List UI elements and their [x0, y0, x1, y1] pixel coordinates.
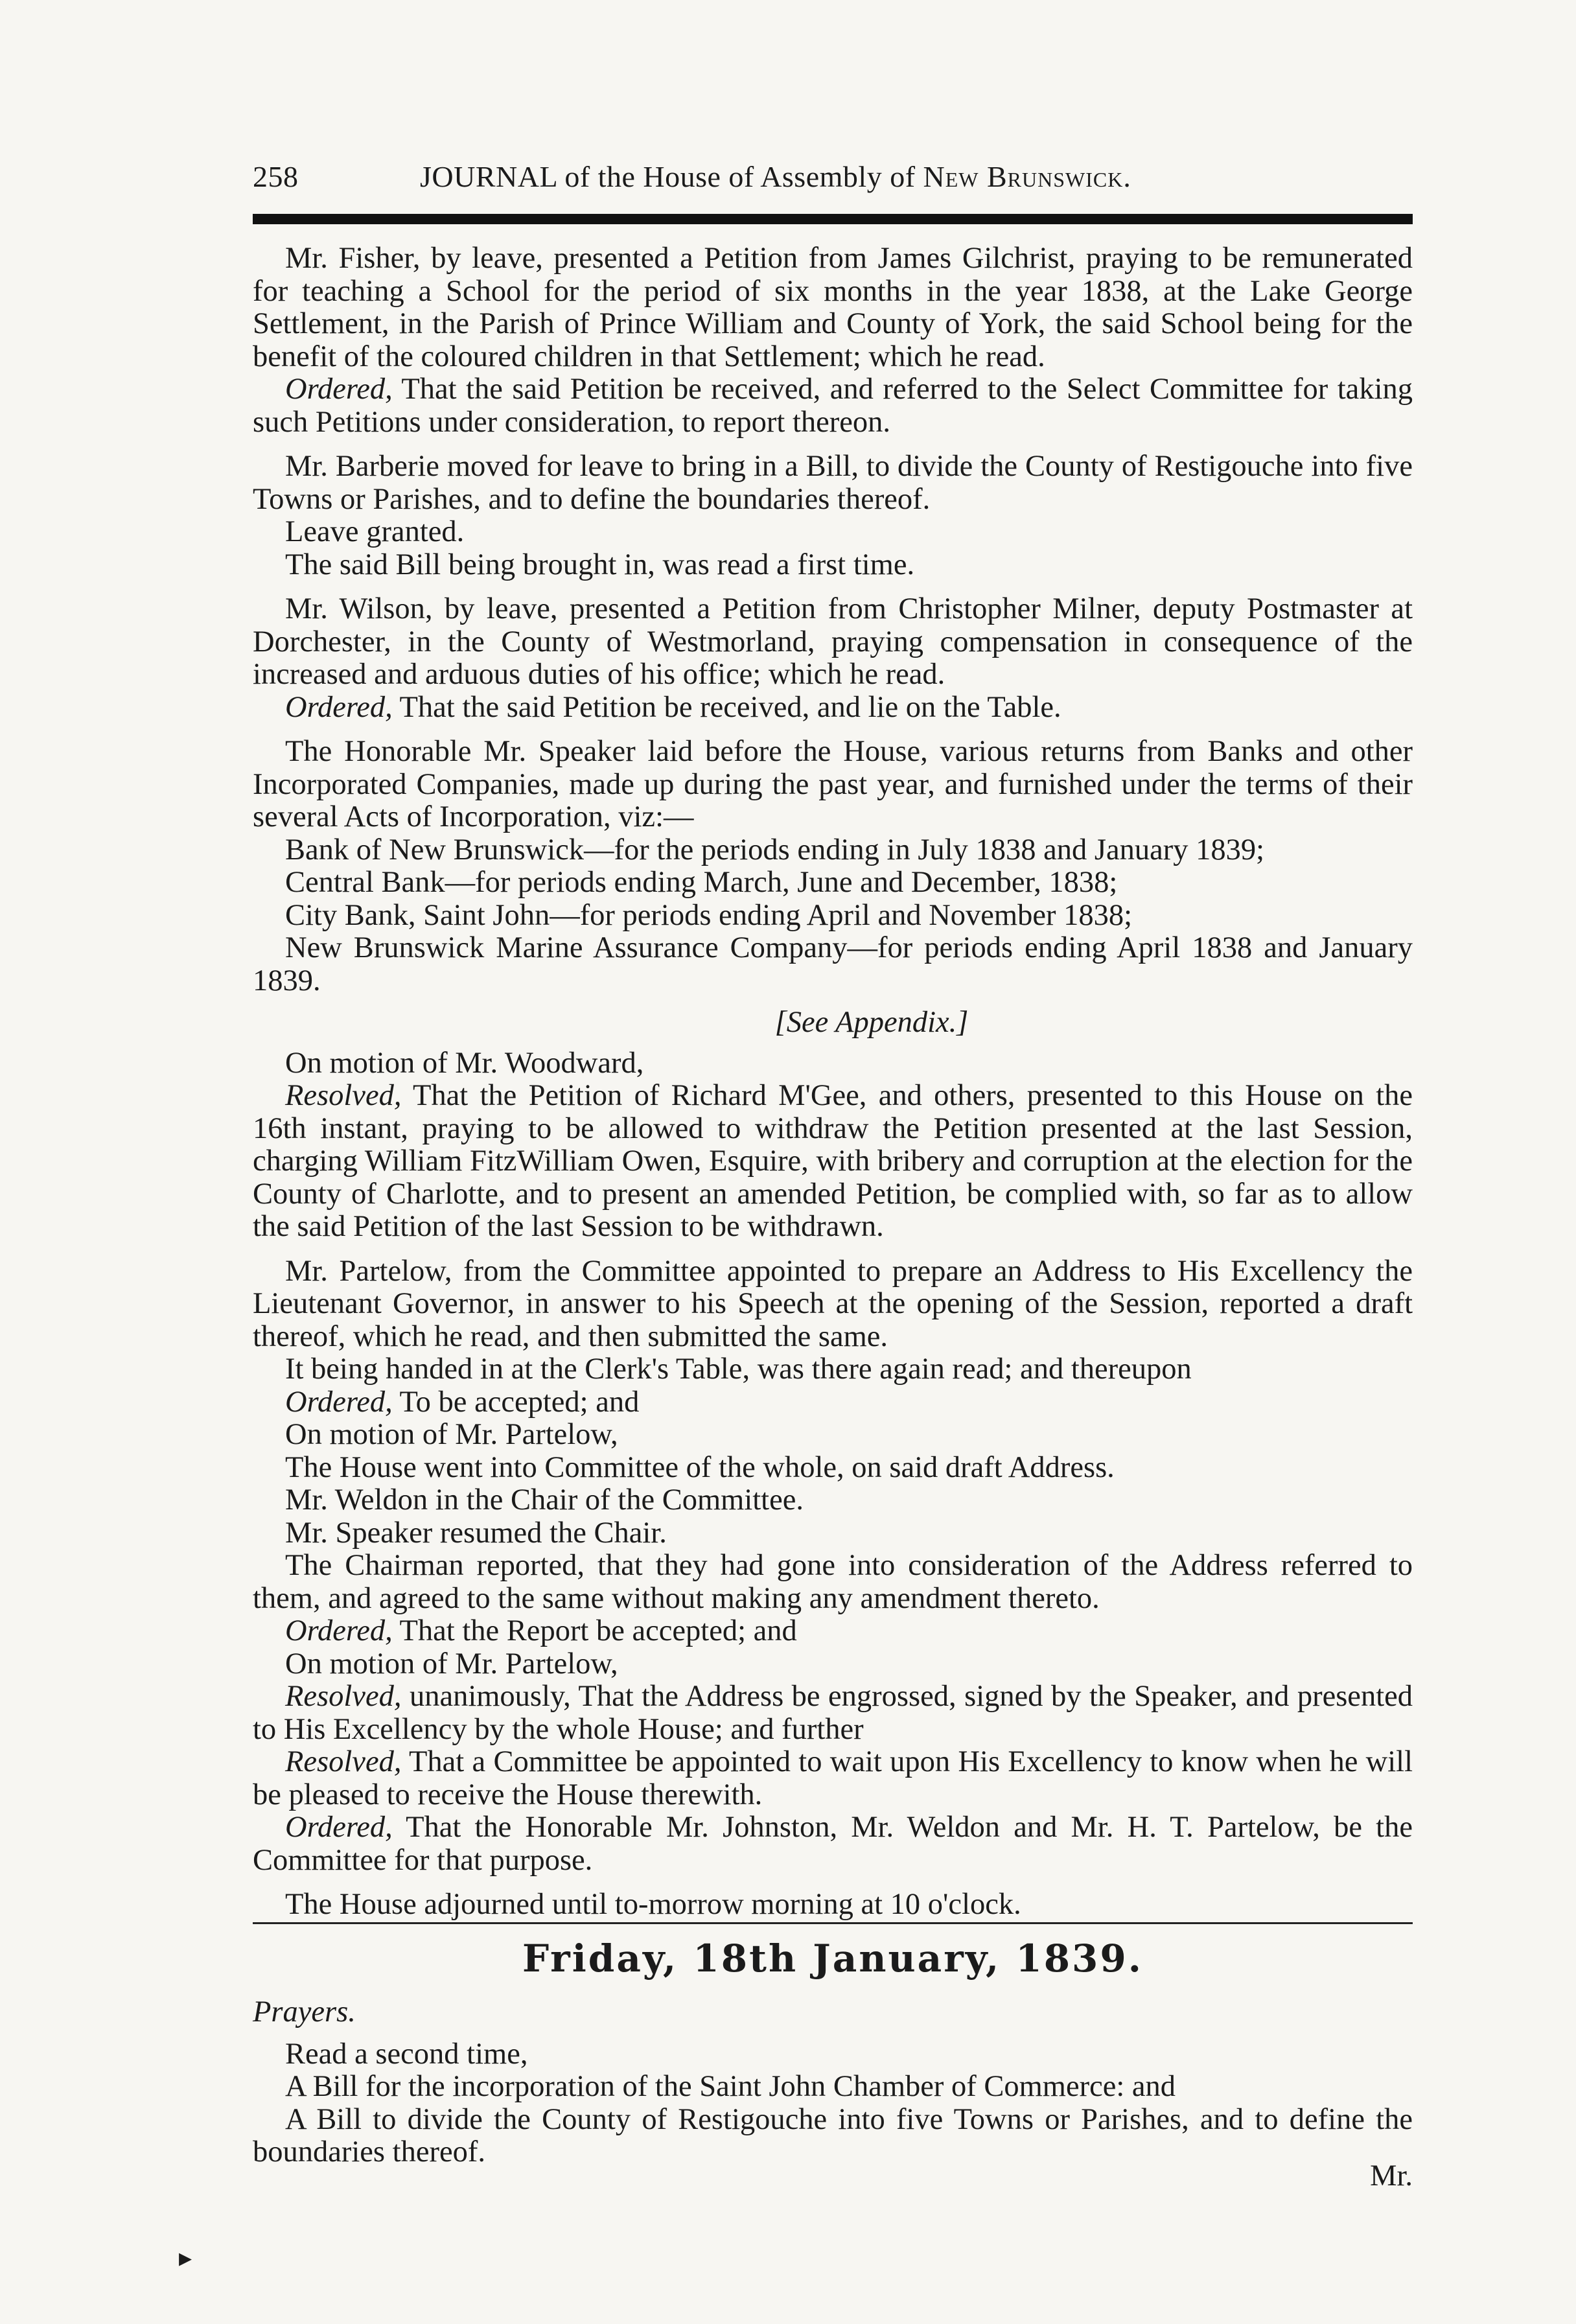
paragraph: Mr. Speaker resumed the Chair.	[285, 1516, 667, 1550]
paragraph: Mr. Wilson, by leave, presented a Petition from Christopher Milner, deputy Postmaster at Dorchester, in the County of Westmorland, praying compensation in consequence of the increased and arduous duties of his office; which he read.	[253, 592, 1413, 691]
paragraph: Read a second time,	[285, 2037, 528, 2071]
paragraph	[253, 1811, 1413, 1877]
returns-item: Bank of New Brunswick—for the periods ending in July 1838 and January 1839;	[285, 833, 1265, 866]
paragraph: On motion of Mr. Woodward,	[285, 1046, 644, 1080]
paragraph: On motion of Mr. Partelow,	[285, 1647, 618, 1680]
paragraph: Mr. Barberie moved for leave to bring in a Bill, to divide the County of Restigouche into five Towns or Parishes, and to define the boundaries thereof.	[253, 450, 1413, 516]
bill-item: A Bill for the incorporation of the Saint John Chamber of Commerce: and	[285, 2070, 1176, 2103]
paragraph-lead: Ordered,	[285, 1811, 393, 1844]
returns-item: City Bank, Saint John—for periods ending April and November 1838;	[285, 898, 1133, 932]
running-title	[420, 159, 1131, 194]
paragraph: Mr. Fisher, by leave, presented a Petition from James Gilchrist, praying to be remunerated for teaching a School for the period of six months in the year 1838, at the Lake George Settlement, in the Parish of Prince William and County of York, the said School being for the benefit of the coloured children in that Settlement; which he read.	[253, 242, 1413, 373]
adjournment-line: The House adjourned until to-morrow morning at 10 o'clock.	[285, 1888, 1021, 1921]
paragraph-lead: Resolved,	[285, 1745, 402, 1778]
paragraph-lead: Resolved,	[285, 1079, 402, 1112]
page-number: 258	[253, 160, 299, 193]
paragraph: Leave granted.	[285, 515, 465, 548]
paragraph	[253, 373, 1413, 439]
paragraph	[253, 1680, 1413, 1746]
paragraph-text: That the said Petition be received, and referred to the Select Committee for taking such Petitions under consideration, to report thereon.	[253, 373, 1413, 439]
bill-item: A Bill to divide the County of Restigouche into five Towns or Parishes, and to define the boundaries thereof.	[253, 2102, 1413, 2168]
running-title-text: JOURNAL of the House of Assembly of	[420, 160, 923, 193]
paragraph: Mr. Partelow, from the Committee appointed to prepare an Address to His Excellency the Lieutenant Governor, in answer to his Speech at the opening of the Session, reported a draft thereof, which he read, and then submitted the same.	[253, 1254, 1413, 1353]
paragraph-lead: Ordered,	[285, 1614, 393, 1647]
paragraph-text: That the Report be accepted; and	[392, 1614, 797, 1647]
day-heading: Friday, 18th January, 1839.	[522, 1936, 1143, 1981]
next-day-body	[253, 1995, 1413, 2192]
paragraph: It being handed in at the Clerk's Table, was there again read; and thereupon	[285, 1353, 1192, 1386]
paragraph-lead: Ordered,	[285, 373, 393, 406]
paragraph-text: That the Honorable Mr. Johnston, Mr. Weldon and Mr. H. T. Partelow, be the Committee for that purpose.	[253, 1811, 1413, 1877]
paragraph-text: That the Petition of Richard M'Gee, and others, presented to this House on the 16th instant, praying to be allowed to withdraw the Petition presented at the last Session, charging William FitzWilliam Owen, Esquire, with bribery and corruption at the election for the County of Charlotte, and to present an amended Petition, be complied with, so far as to allow the said Petition of the last Session to be withdrawn.	[253, 1079, 1413, 1243]
returns-item: Central Bank—for periods ending March, June and December, 1838;	[285, 866, 1118, 899]
returns-item: New Brunswick Marine Assurance Company—for periods ending April 1838 and January 1839.	[253, 931, 1413, 997]
paragraph	[253, 1080, 1413, 1244]
header-rule	[253, 214, 1413, 224]
catchword: Mr.	[1370, 2159, 1413, 2192]
proceedings-body	[253, 242, 1413, 1922]
running-title-state: New Brunswick.	[923, 160, 1131, 193]
paragraph	[253, 691, 1413, 725]
paragraph-lead: Ordered,	[285, 690, 393, 724]
paragraph-text: That a Committee be appointed to wait upon His Excellency to know when he will be pleased to receive the House therewith.	[253, 1745, 1413, 1811]
section-divider	[253, 1922, 1413, 1924]
paragraph-lead: Ordered,	[285, 1385, 393, 1419]
paragraph: The House went into Committee of the whole, on said draft Address.	[285, 1450, 1115, 1484]
appendix-reference: [See Appendix.]	[774, 1006, 969, 1039]
paragraph	[253, 1746, 1413, 1811]
paragraph: The said Bill being brought in, was read a first time.	[285, 548, 915, 581]
paragraph	[253, 1615, 1413, 1648]
paragraph: Mr. Weldon in the Chair of the Committee.	[285, 1483, 804, 1516]
margin-arrow-icon: ▸	[179, 2243, 192, 2272]
paragraph: The Chairman reported, that they had gone into consideration of the Address referred to them, and agreed to the same without making any amendment thereto.	[253, 1549, 1413, 1615]
paragraph-lead: Resolved,	[285, 1680, 402, 1713]
paragraph-text: That the said Petition be received, and lie on the Table.	[392, 690, 1061, 724]
paragraph-text: To be accepted; and	[392, 1385, 640, 1419]
paragraph: On motion of Mr. Partelow,	[285, 1418, 618, 1451]
paragraph: The Honorable Mr. Speaker laid before the House, various returns from Banks and other Incorporated Companies, made up during the past year, and furnished under the terms of their several Acts of Incorporation, viz:—	[253, 735, 1413, 833]
paragraph	[253, 1386, 1413, 1419]
prayers-label: Prayers.	[253, 1995, 356, 2028]
paragraph-text: unanimously, That the Address be engrossed, signed by the Speaker, and presented to His Excellency by the whole House; and further	[253, 1680, 1413, 1746]
